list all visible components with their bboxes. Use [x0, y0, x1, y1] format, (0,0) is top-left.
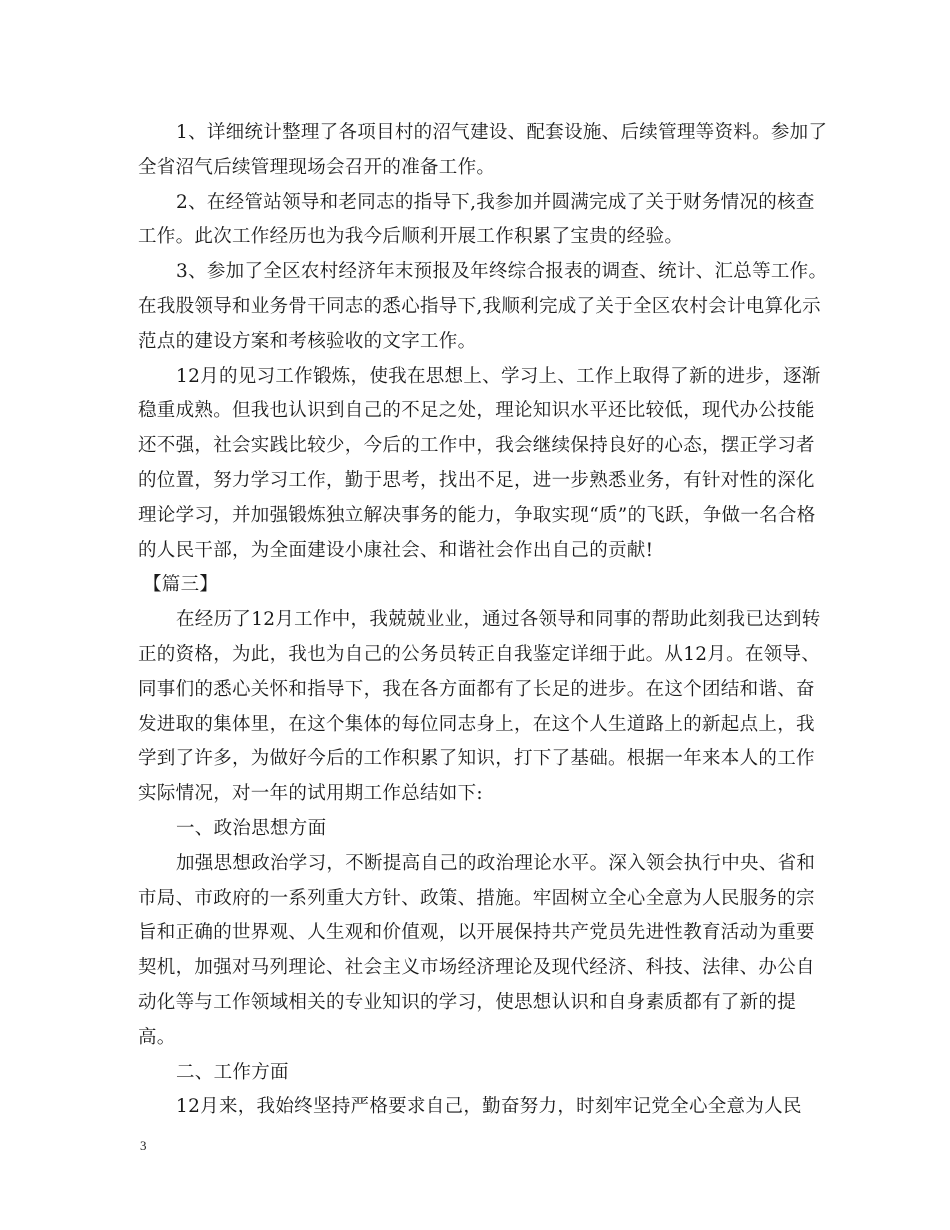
paragraph-summary: 12月的见习工作锻炼，使我在思想上、学习上、工作上取得了新的进步，逐渐稳重成熟。但我也认识到自己的不足之处，理论知识水平还比较低，现代办公技能还不强，社会实践比较少，今后的工作中，我会继续保持良好的心态，摆正学习者的位置，努力学习工作，勤于思考，找出不足，进一步熟悉业务，有针对性的深化理论学习，并加强锻炼独立解决事务的能力，争取实现“质”的飞跃，争做一名合格的人民干部，为全面建设小康社会、和谐社会作出自己的贡献!: [138, 365, 821, 561]
paragraph-item-1: 1、详细统计整理了各项目村的沼气建设、配套设施、后续管理等资料。参加了全省沼气后续管理现场会召开的准备工作。: [138, 122, 828, 178]
paragraph-item-3: 3、参加了全区农村经济年末预报及年终综合报表的调查、统计、汇总等工作。在我股领导和业务骨干同志的悉心指导下,我顺利完成了关于全区农村会计电算化示范点的建设方案和考核验收的文字工作。: [138, 261, 828, 352]
page-number: 3: [140, 1138, 147, 1153]
document-body: [138, 116, 828, 1125]
paragraph-political: 加强思想政治学习，不断提高自己的政治理论水平。深入领会执行中央、省和市局、市政府的一系列重大方针、政策、措施。牢固树立全心全意为人民服务的宗旨和正确的世界观、人生观和价值观，以开展保持共产党员先进性教育活动为重要契机，加强对马列理论、社会主义市场经济理论及现代经济、科技、法律、办公自动化等与工作领域相关的专业知识的学习，使思想认识和自身素质都有了新的提高。: [138, 852, 816, 1048]
paragraph-work: 12月来，我始终坚持严格要求自己，勤奋努力，时刻牢记党全心全意为人民: [176, 1096, 802, 1118]
section-heading: 【篇三】: [143, 574, 219, 596]
subheading-work: 二、工作方面: [176, 1061, 289, 1083]
subheading-political: 一、政治思想方面: [176, 817, 327, 839]
paragraph-intro: 在经历了12月工作中，我兢兢业业，通过各领导和同事的帮助此刻我已达到转正的资格，为此，我也为自己的公务员转正自我鉴定详细于此。从12月。在领导、同事们的悉心关怀和指导下，我在各方面都有了长足的进步。在这个团结和谐、奋发进取的集体里，在这个集体的每位同志身上，在这个人生道路上的新起点上，我学到了许多，为做好今后的工作积累了知识，打下了基础。根据一年来本人的工作实际情况，对一年的试用期工作总结如下:: [138, 609, 821, 805]
paragraph-item-2: 2、在经管站领导和老同志的指导下,我参加并圆满完成了关于财务情况的核查工作。此次工作经历也为我今后顺利开展工作积累了宝贵的经验。: [138, 191, 815, 248]
